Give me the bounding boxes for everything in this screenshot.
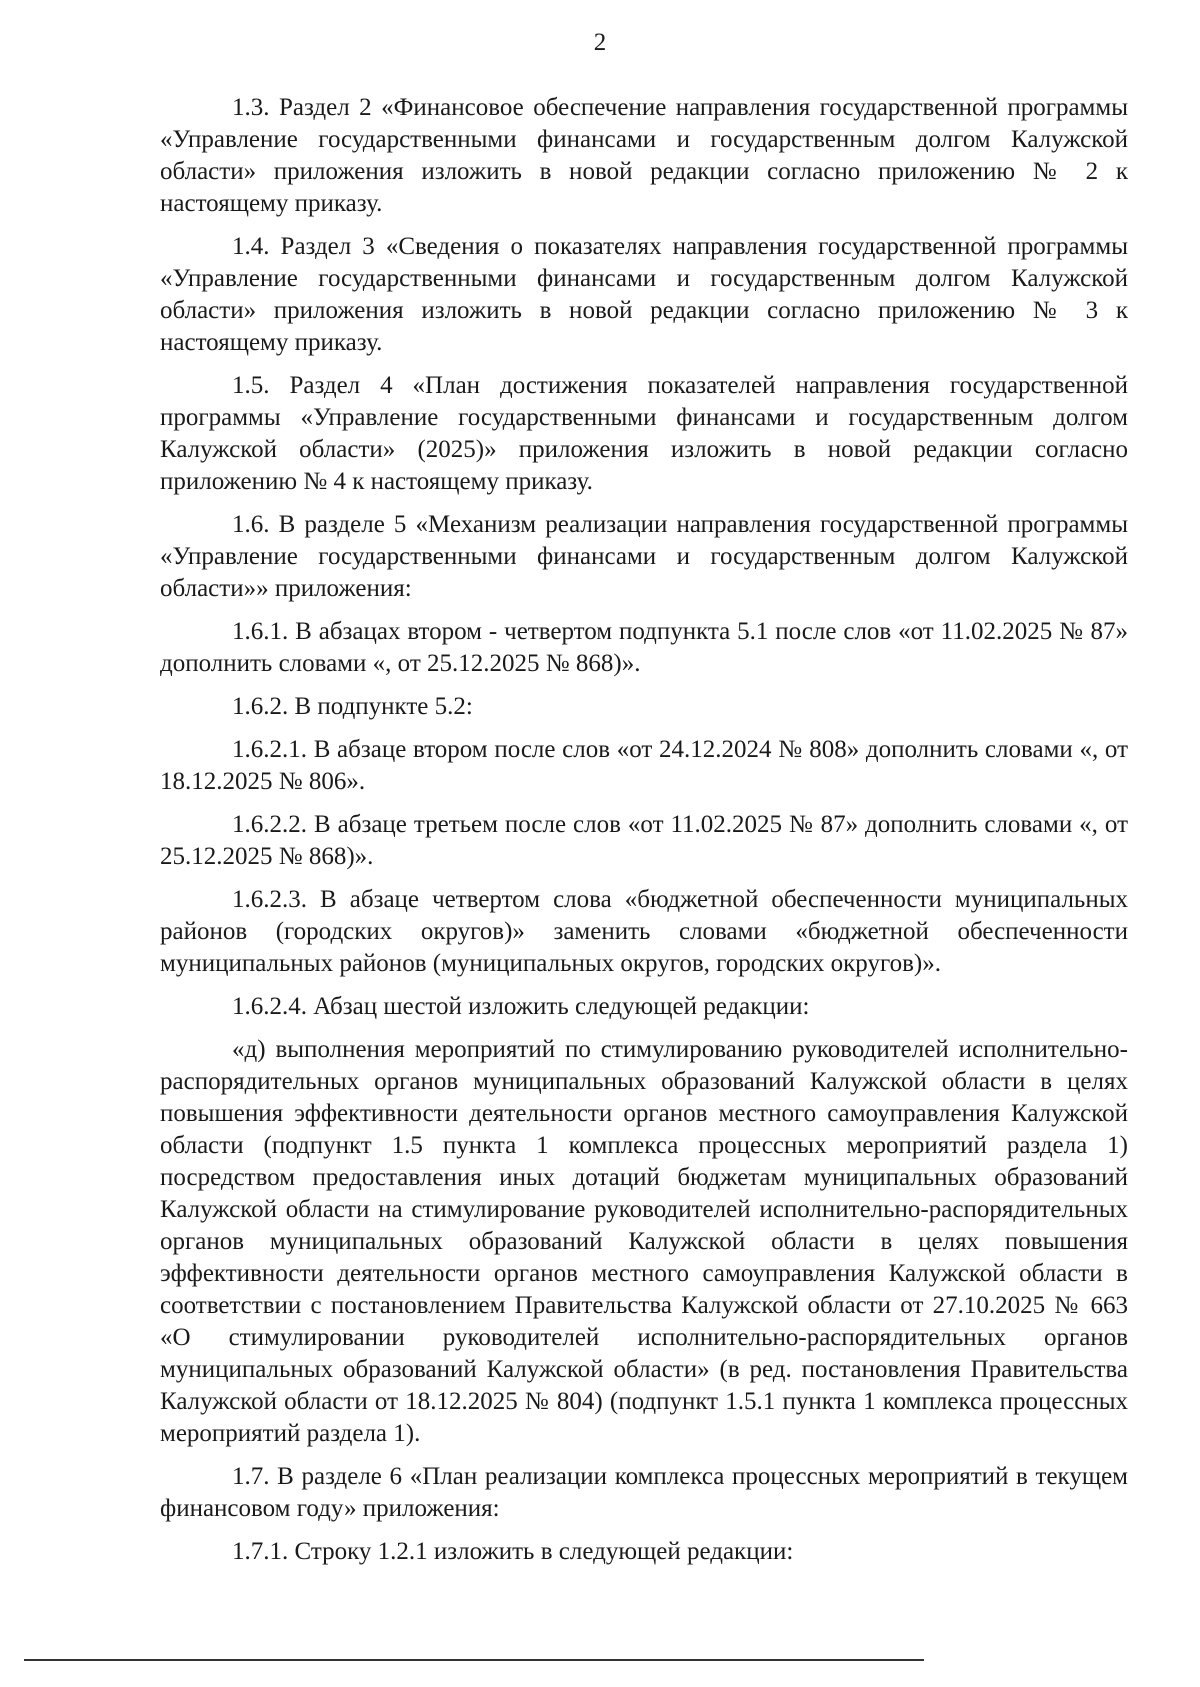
document-body (160, 92, 1128, 1579)
paragraph-1-6-2-3: 1.6.2.3. В абзаце четвертом слова «бюджетной обеспеченности муниципальных районов (городских округов)» заменить словами «бюджетной обеспеченности муниципальных районов (муниципальных округов, городских округов)». (160, 886, 1128, 977)
paragraph-quoted-d: «д) выполнения мероприятий по стимулированию руководителей исполнительно-распорядительных органов муниципальных образований Калужской области в целях повышения эффективности деятельности органов местного самоуправления Калужской области (подпункт 1.5 пункта 1 комплекса процессных мероприятий раздела 1) посредством предоставления иных дотаций бюджетам муниципальных образований Калужской области на стимулирование руководителей исполнительно-распорядительных органов муниципальных образований Калужской области в целях повышения эффективности деятельности органов местного самоуправления Калужской области в соответствии с постановлением Правительства Калужской области от 27.10.2025 № 663 «О стимулировании руководителей исполнительно-распорядительных органов муниципальных образований Калужской области» (в ред. постановления Правительства Калужской области от 18.12.2025 № 804) (подпункт 1.5.1 пункта 1 комплекса процессных мероприятий раздела 1). (160, 1036, 1128, 1447)
paragraph-1-5: 1.5. Раздел 4 «План достижения показателей направления государственной программы «Управление государственными финансами и государственным долгом Калужской области» (2025)» приложения изложить в новой редакции согласно приложению № 4 к настоящему приказу. (160, 372, 1128, 495)
paragraph-1-6-2-1: 1.6.2.1. В абзаце втором после слов «от 24.12.2024 № 808» дополнить словами «, от 18.12.2025 № 806». (160, 736, 1128, 795)
page-number: 2 (593, 29, 607, 56)
paragraph-1-4: 1.4. Раздел 3 «Сведения о показателях направления государственной программы «Управление государственными финансами и государственным долгом Калужской области» приложения изложить в новой редакции согласно приложению № 3 к настоящему приказу. (160, 233, 1128, 356)
paragraph-1-6-2-2: 1.6.2.2. В абзаце третьем после слов «от 11.02.2025 № 87» дополнить словами «, от 25.12.2025 № 868)». (160, 811, 1128, 870)
paragraph-1-6-2: 1.6.2. В подпункте 5.2: (232, 693, 473, 720)
paragraph-1-7-1: 1.7.1. Строку 1.2.1 изложить в следующей редакции: (232, 1538, 794, 1565)
paragraph-1-6: 1.6. В разделе 5 «Механизм реализации направления государственной программы «Управление государственными финансами и государственным долгом Калужской области»» приложения: (160, 511, 1128, 602)
paragraph-1-6-2-4: 1.6.2.4. Абзац шестой изложить следующей редакции: (232, 993, 810, 1020)
bottom-rule (24, 1659, 924, 1661)
paragraph-1-6-1: 1.6.1. В абзацах втором - четвертом подпункта 5.1 после слов «от 11.02.2025 № 87» дополнить словами «, от 25.12.2025 № 868)». (160, 618, 1128, 677)
paragraph-1-7: 1.7. В разделе 6 «План реализации комплекса процессных мероприятий в текущем финансовом году» приложения: (160, 1463, 1128, 1522)
paragraph-1-3: 1.3. Раздел 2 «Финансовое обеспечение направления государственной программы «Управление государственными финансами и государственным долгом Калужской области» приложения изложить в новой редакции согласно приложению № 2 к настоящему приказу. (160, 94, 1128, 217)
